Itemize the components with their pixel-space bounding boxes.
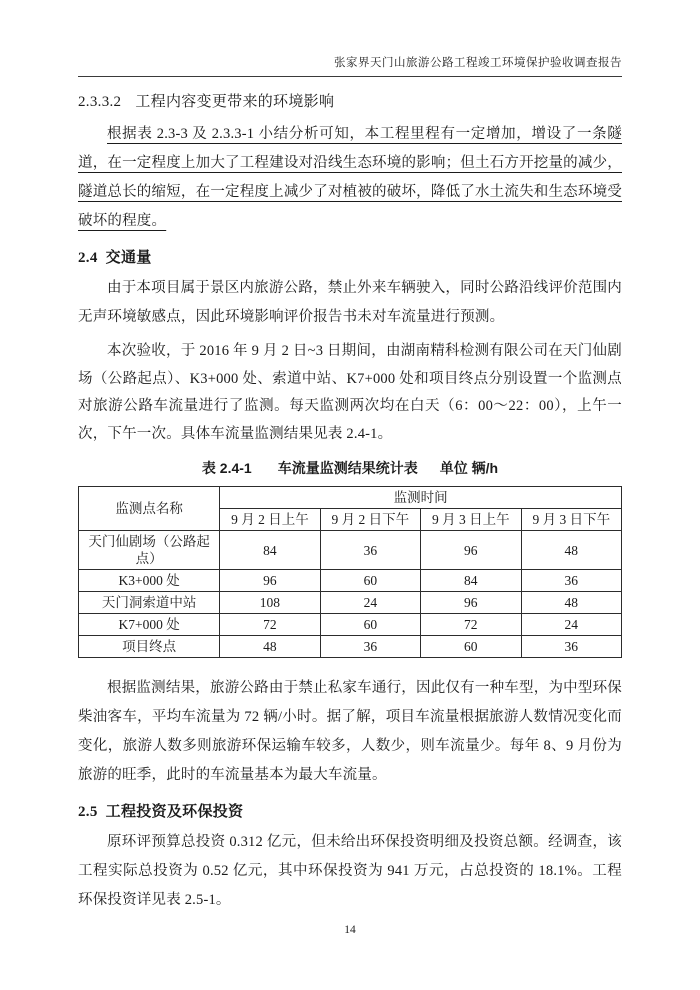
- value-cell: 36: [521, 636, 621, 658]
- site-cell: K3+000 处: [79, 570, 220, 592]
- value-cell: 84: [421, 570, 521, 592]
- table-caption-label: 表 2.4-1: [201, 460, 252, 476]
- site-cell: K7+000 处: [79, 614, 220, 636]
- paragraph-monitoring-setup: 本次验收，于 2016 年 9 月 2 日~3 日期间，由湖南精科检测有限公司在天门仙剧场（公路起点）、K3+000 处、索道中站、K7+000 处和项目终点分别设置一个监测点对旅游公路车流量进行了监测。每天监测两次均在白天（6：00～22：00），上午一次，下午一次。具体车流量监测结果见表 2.4-1。: [78, 343, 622, 442]
- page-number: 14: [344, 924, 356, 936]
- site-cell: 天门仙剧场（公路起点）: [79, 531, 220, 570]
- value-cell: 84: [220, 531, 320, 570]
- heading-title: 交通量: [105, 249, 152, 266]
- heading-number: 2.4: [78, 250, 98, 266]
- value-cell: 60: [421, 636, 521, 658]
- heading-title: 工程内容变更带来的环境影响: [135, 94, 335, 110]
- table-caption-title: 车流量监测结果统计表: [277, 460, 418, 476]
- site-cell: 天门洞索道中站: [79, 592, 220, 614]
- value-cell: 96: [421, 531, 521, 570]
- heading-2-5: [78, 800, 622, 821]
- table-header-row-1: [79, 487, 622, 509]
- heading-number: 2.5: [78, 804, 98, 820]
- header-time-col-2: 9 月 3 日上午: [421, 509, 521, 531]
- running-header: 张家界天门山旅游公路工程竣工环境保护验收调查报告: [78, 54, 622, 77]
- value-cell: 24: [320, 592, 420, 614]
- value-cell: 48: [220, 636, 320, 658]
- heading-2-4: [78, 246, 622, 267]
- traffic-monitoring-table: [78, 486, 622, 658]
- page-content: [78, 86, 622, 921]
- value-cell: 60: [320, 614, 420, 636]
- table-row: [79, 614, 622, 636]
- paragraph-monitoring-result: 根据监测结果，旅游公路由于禁止私家车通行，因此仅有一种车型，为中型环保柴油客车，平均车流量为 72 辆/小时。据了解，项目车流量根据旅游人数情况变化而变化，旅游人数多则旅游环保运输车较多，人数少，则车流量少。每年 8、9 月份为旅游的旺季，此时的车流量基本为最大车流量。: [78, 680, 622, 783]
- value-cell: 36: [521, 570, 621, 592]
- header-monitoring-time: 监测时间: [220, 487, 622, 509]
- value-cell: 36: [320, 531, 420, 570]
- heading-2-3-3-2: [78, 90, 622, 111]
- header-site-name: 监测点名称: [79, 487, 220, 531]
- value-cell: 72: [421, 614, 521, 636]
- value-cell: 72: [220, 614, 320, 636]
- table-caption: [78, 458, 622, 478]
- value-cell: 36: [320, 636, 420, 658]
- paragraph-change-impact: 根据表 2.3-3 及 2.3.3-1 小结分析可知，本工程里程有一定增加，增设了一条隧道，在一定程度上加大了工程建设对沿线生态环境的影响；但土石方开挖量的减少，隧道总长的缩短，在一定程度上减少了对植被的破坏，降低了水土流失和生态环境受破坏的程度。: [78, 126, 622, 229]
- value-cell: 60: [320, 570, 420, 592]
- table-row: [79, 570, 622, 592]
- value-cell: 48: [521, 531, 621, 570]
- table-row: [79, 531, 622, 570]
- value-cell: 48: [521, 592, 621, 614]
- value-cell: 24: [521, 614, 621, 636]
- value-cell: 96: [421, 592, 521, 614]
- table-caption-unit: 单位 辆/h: [439, 460, 499, 476]
- header-time-col-3: 9 月 3 日下午: [521, 509, 621, 531]
- heading-number: 2.3.3.2: [78, 94, 122, 110]
- paragraph-investment: 原环评预算总投资 0.312 亿元，但未给出环保投资明细及投资总额。经调查，该工程实际总投资为 0.52 亿元，其中环保投资为 941 万元，占总投资的 18.1%。工程环保投资详见表 2.5-1。: [78, 834, 622, 908]
- value-cell: 96: [220, 570, 320, 592]
- site-cell: 项目终点: [79, 636, 220, 658]
- table-row: [79, 636, 622, 658]
- heading-title: 工程投资及环保投资: [105, 803, 244, 820]
- value-cell: 108: [220, 592, 320, 614]
- header-time-col-1: 9 月 2 日下午: [320, 509, 420, 531]
- header-time-col-0: 9 月 2 日上午: [220, 509, 320, 531]
- table-row: [79, 592, 622, 614]
- paragraph-traffic-intro: 由于本项目属于景区内旅游公路，禁止外来车辆驶入，同时公路沿线评价范围内无声环境敏感点，因此环境影响评价报告书未对车流量进行预测。: [78, 280, 622, 325]
